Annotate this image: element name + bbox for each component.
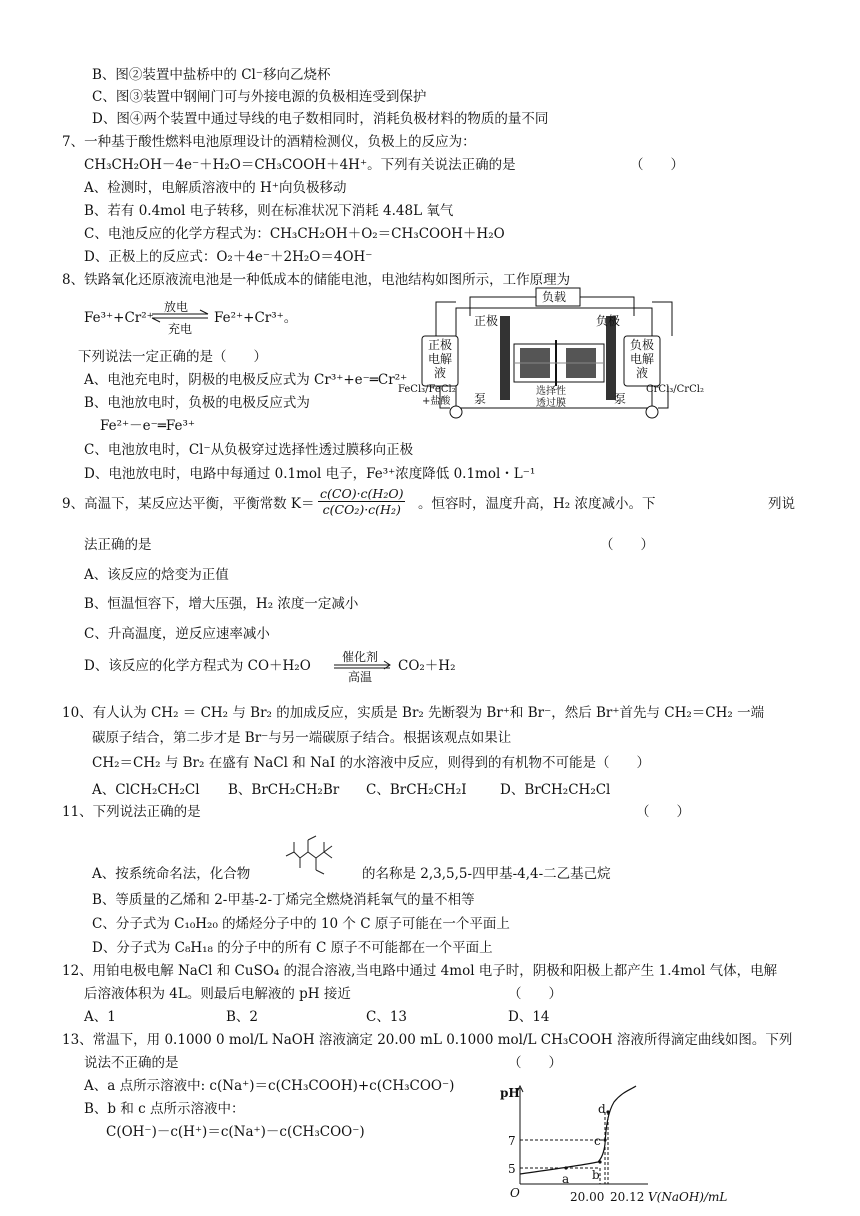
q10-stem-line2: 碳原子结合，第二步才是 Br⁻与另一端碳原子结合。根据该观点如果让: [92, 730, 512, 746]
q11-option-d: D、分子式为 C₈H₁₈ 的分子中的所有 C 原子不可能都在一个平面上: [92, 940, 493, 956]
q9-stem-part3: 列说: [768, 496, 795, 512]
q13-option-b-line1: B、b 和 c 点所示溶液中：: [84, 1101, 245, 1117]
graph-point-a-label: a: [562, 1172, 570, 1186]
q8-equilibrium-arrow: [150, 298, 210, 336]
q13-answer-paren: （ ）: [508, 1055, 562, 1071]
graph-x-tick-20-00: 20.00: [570, 1190, 605, 1204]
q8-stem-line2: 下列说法一定正确的是（ ）: [78, 349, 267, 365]
q10-option-b: B、BrCH₂CH₂Br: [228, 782, 340, 798]
graph-point-c-label: c: [594, 1134, 601, 1148]
q7-option-d: D、正极上的反应式：O₂＋4e⁻＋2H₂O＝4OH⁻: [84, 249, 373, 265]
q11-option-c: C、分子式为 C₁₀H₂₀ 的烯烃分子中的 10 个 C 原子可能在一个平面上: [92, 916, 510, 932]
graph-y-axis-label: pH: [500, 1086, 520, 1100]
q8-equation-right: Fe²⁺+Cr³⁺。: [214, 310, 298, 326]
q13-option-a: A、a 点所示溶液中: c(Na⁺)＝c(CH₃COOH)+c(CH₃COO⁻): [84, 1078, 455, 1094]
q12-answer-paren: （ ）: [508, 986, 562, 1002]
q10-stem-line3: CH₂＝CH₂ 与 Br₂ 在盛有 NaCl 和 NaI 的水溶液中反应，则得到的有机物不可能是（ ）: [92, 755, 651, 771]
q11-answer-paren: （ ）: [636, 804, 690, 820]
q12-stem-line1: 12、用铂电极电解 NaCl 和 CuSO₄ 的混合溶液,当电路中通过 4mol 电子时，阴极和阳极上都产生 1.4mol 气体，电解: [62, 963, 778, 979]
q13-stem-line2: 说法不正确的是: [84, 1055, 179, 1071]
diagram-membrane-label-line1: 选择性: [536, 386, 566, 397]
q9-stem-line2: 法正确的是: [84, 537, 152, 553]
q12-option-c: C、13: [366, 1009, 408, 1025]
q13-stem-line1: 13、常温下，用 0.1000 0 mol/L NaOH 溶液滴定 20.00 mL 0.1000 mol/L CH₃COOH 溶液所得滴定曲线如图。下列: [62, 1032, 793, 1048]
q8-stem-line1: 8、铁路氧化还原液流电池是一种低成本的储能电池，电池结构如图所示，工作原理为: [62, 272, 571, 288]
q11-option-a-left: A、按系统命名法，化合物: [92, 866, 251, 882]
q6-option-d: D、图④两个装置中通过导线的电子数相同时，消耗负极材料的物质的量不同: [92, 111, 549, 127]
q11-option-b: B、等质量的乙烯和 2-甲基-2-丁烯完全燃烧消耗氧气的量不相等: [92, 892, 475, 908]
diagram-left-pump-label: 泵: [474, 392, 487, 406]
q9-option-a: A、该反应的焓变为正值: [84, 567, 229, 583]
q9-stem-part2: 。恒容时，温度升高，H₂ 浓度减小。下: [418, 496, 656, 512]
q9-arrow-label-temperature: 高温: [348, 670, 373, 684]
q9-fraction-numerator: c(CO)·c(H₂O): [320, 486, 404, 501]
q11-skeletal-formula-image: [282, 832, 338, 878]
graph-x-axis-label: V(NaOH)/mL: [648, 1190, 728, 1204]
diagram-left-electrolyte-acid: +盐酸: [422, 396, 451, 407]
q8-option-b-line1: B、电池放电时，负极的电极反应式为: [84, 395, 310, 411]
graph-y-tick-5: 5: [508, 1162, 516, 1176]
diagram-positive-electrolyte-label: 正极电解液: [427, 338, 452, 380]
q13-titration-curve-graph: [498, 1082, 728, 1210]
q7-option-b: B、若有 0.4mol 电子转移，则在标准状况下消耗 4.48L 氧气: [84, 203, 454, 219]
diagram-membrane-label-line2: 透过膜: [536, 398, 566, 409]
q9-arrow-label-catalyst: 催化剂: [342, 650, 379, 664]
q8-option-d: D、电池放电时，电路中每通过 0.1mol 电子，Fe³⁺浓度降低 0.1mol・L⁻¹: [84, 466, 536, 482]
q7-option-a: A、检测时，电解质溶液中的 H⁺向负极移动: [84, 180, 347, 196]
graph-point-b-label: b: [592, 1168, 600, 1182]
q8-battery-diagram: [396, 286, 708, 422]
q11-stem: 11、下列说法正确的是: [62, 804, 201, 820]
q11-option-a-right: 的名称是 2,3,5,5-四甲基-4,4-二乙基己烷: [362, 866, 611, 882]
q8-arrow-label-charge: 充电: [168, 322, 193, 336]
q9-reaction-arrow: [332, 650, 394, 686]
q8-arrow-label-discharge: 放电: [164, 300, 189, 314]
diagram-negative-electrolyte-label: 负极电解液: [629, 338, 654, 380]
q8-option-a: A、电池充电时，阴极的电极反应式为 Cr³⁺+e⁻═Cr²⁺: [84, 372, 408, 388]
q12-stem-line2: 后溶液体积为 4L。则最后电解液的 pH 接近: [84, 986, 351, 1002]
q9-fraction-denominator: c(CO₂)·c(H₂): [322, 502, 401, 517]
q8-option-c: C、电池放电时，Cl⁻从负极穿过选择性透过膜移向正极: [84, 442, 414, 458]
q9-stem-part1: 9、高温下，某反应达平衡，平衡常数 K＝: [62, 496, 315, 512]
q7-answer-paren: （ ）: [630, 157, 684, 173]
q7-option-c: C、电池反应的化学方程式为：CH₃CH₂OH＋O₂＝CH₃COOH＋H₂O: [84, 226, 505, 242]
q12-option-b: B、2: [226, 1009, 259, 1025]
q9-option-d-right: CO₂＋H₂: [398, 658, 456, 674]
q9-answer-paren: （ ）: [600, 537, 654, 553]
q12-option-d: D、14: [508, 1009, 550, 1025]
graph-x-tick-20-12: 20.12: [610, 1190, 645, 1204]
q10-option-c: C、BrCH₂CH₂I: [366, 782, 467, 798]
diagram-right-pump-label: 泵: [614, 392, 627, 406]
diagram-left-electrolyte-formula: FeCl₃/FeCl₂: [398, 384, 456, 395]
q7-stem-line1: 7、一种基于酸性燃料电池原理设计的酒精检测仪，负极上的反应为：: [62, 134, 476, 150]
q6-option-b: B、图②装置中盐桥中的 Cl⁻移向乙烧杯: [92, 67, 331, 83]
q12-option-a: A、1: [84, 1009, 116, 1025]
diagram-negative-electrode-label: 负极: [596, 314, 621, 328]
q9-equilibrium-constant-fraction: [318, 486, 405, 517]
graph-point-d-label: d: [598, 1102, 606, 1116]
q6-option-c: C、图③装置中钢闸门可与外接电源的负极相连受到保护: [92, 89, 427, 105]
q9-option-c: C、升高温度，逆反应速率减小: [84, 626, 270, 642]
q10-option-a: A、ClCH₂CH₂Cl: [92, 782, 200, 798]
diagram-right-electrolyte-formula: CrCl₃/CrCl₂: [646, 384, 704, 395]
q13-option-b-line2: C(OH⁻)－c(H⁺)＝c(Na⁺)－c(CH₃COO⁻): [106, 1124, 365, 1140]
q10-option-d: D、BrCH₂CH₂Cl: [500, 782, 611, 798]
q8-option-b-line2: Fe²⁺－e⁻═Fe³⁺: [100, 418, 196, 434]
q9-option-d-left: D、该反应的化学方程式为 CO＋H₂O: [84, 658, 311, 674]
q8-equation-left: Fe³⁺+Cr²⁺: [84, 310, 154, 326]
graph-y-tick-7: 7: [508, 1134, 516, 1148]
q7-stem-line2: CH₃CH₂OH－4e⁻＋H₂O＝CH₃COOH＋4H⁺。下列有关说法正确的是: [84, 157, 516, 173]
diagram-load-label: 负载: [542, 290, 567, 304]
q10-stem-line1: 10、有人认为 CH₂ ＝ CH₂ 与 Br₂ 的加成反应，实质是 Br₂ 先断裂为 Br⁺和 Br⁻，然后 Br⁺首先与 CH₂＝CH₂ 一端: [62, 705, 765, 721]
graph-origin-label: O: [510, 1186, 520, 1200]
diagram-positive-electrode-label: 正极: [474, 314, 499, 328]
q9-option-b: B、恒温恒容下，增大压强，H₂ 浓度一定减小: [84, 596, 359, 612]
